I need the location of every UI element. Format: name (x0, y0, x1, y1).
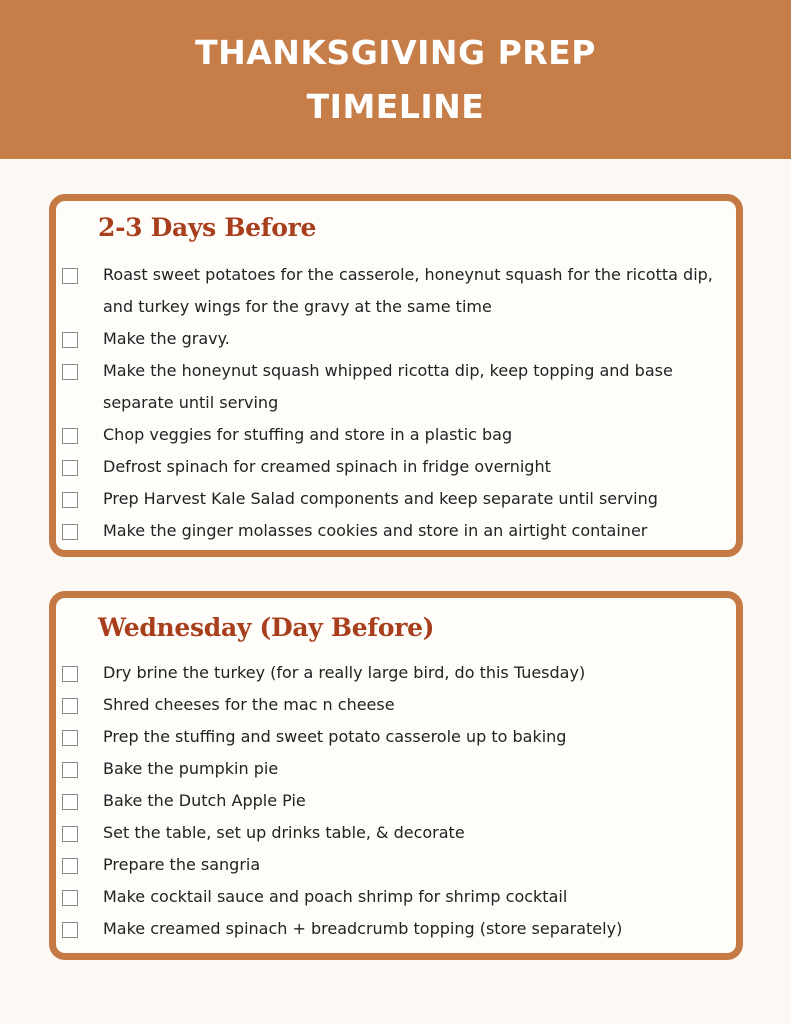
section-heading: Wednesday (Day Before) (98, 613, 435, 642)
task-label: Set the table, set up drinks table, & decorate (103, 823, 465, 842)
task-item (62, 721, 728, 753)
task-item (62, 657, 728, 689)
task-item (62, 515, 728, 547)
task-label: Make creamed spinach + breadcrumb topping (store separately) (103, 919, 623, 938)
task-item (62, 753, 728, 785)
task-label: Make the ginger molasses cookies and store in an airtight container (103, 521, 648, 540)
task-item (62, 817, 728, 849)
task-checkbox[interactable] (62, 922, 78, 938)
task-item (62, 259, 728, 323)
task-label: Make cocktail sauce and poach shrimp for shrimp cocktail (103, 887, 568, 906)
task-item (62, 689, 728, 721)
task-checkbox[interactable] (62, 794, 78, 810)
task-label: Prepare the sangria (103, 855, 261, 874)
section-2-3-days-before (49, 194, 743, 557)
task-label: Shred cheeses for the mac n cheese (103, 695, 395, 714)
task-checkbox[interactable] (62, 666, 78, 682)
task-label: Prep Harvest Kale Salad components and keep separate until serving (103, 489, 658, 508)
task-checkbox[interactable] (62, 524, 78, 540)
task-item (62, 881, 728, 913)
task-checkbox[interactable] (62, 268, 78, 284)
task-item (62, 785, 728, 817)
task-label: Bake the pumpkin pie (103, 759, 279, 778)
task-item (62, 419, 728, 451)
task-checkbox[interactable] (62, 890, 78, 906)
task-label: Make the honeynut squash whipped ricotta dip, keep topping and base separate until serving (103, 361, 673, 412)
task-checkbox[interactable] (62, 698, 78, 714)
task-label: Roast sweet potatoes for the casserole, honeynut squash for the ricotta dip, and turkey wings for the gravy at the same time (103, 265, 713, 316)
task-checkbox[interactable] (62, 332, 78, 348)
task-list (62, 259, 728, 547)
task-label: Defrost spinach for creamed spinach in fridge overnight (103, 457, 551, 476)
section-wednesday-day-before (49, 591, 743, 960)
section-heading: 2-3 Days Before (98, 213, 317, 242)
task-checkbox[interactable] (62, 428, 78, 444)
task-label: Make the gravy. (103, 329, 230, 348)
task-item (62, 451, 728, 483)
task-item (62, 355, 728, 419)
task-checkbox[interactable] (62, 364, 78, 380)
task-checkbox[interactable] (62, 460, 78, 476)
title-banner (0, 0, 791, 159)
page-title-line-1: THANKSGIVING PREP (195, 32, 596, 72)
task-list (62, 657, 728, 945)
task-label: Chop veggies for stuffing and store in a plastic bag (103, 425, 513, 444)
task-checkbox[interactable] (62, 826, 78, 842)
task-item (62, 849, 728, 881)
page-title-line-2: TIMELINE (306, 86, 485, 126)
task-checkbox[interactable] (62, 492, 78, 508)
task-label: Bake the Dutch Apple Pie (103, 791, 306, 810)
task-label: Dry brine the turkey (for a really large bird, do this Tuesday) (103, 663, 586, 682)
task-item (62, 323, 728, 355)
task-checkbox[interactable] (62, 762, 78, 778)
task-checkbox[interactable] (62, 730, 78, 746)
task-item (62, 913, 728, 945)
task-checkbox[interactable] (62, 858, 78, 874)
task-item (62, 483, 728, 515)
task-label: Prep the stuffing and sweet potato casserole up to baking (103, 727, 567, 746)
